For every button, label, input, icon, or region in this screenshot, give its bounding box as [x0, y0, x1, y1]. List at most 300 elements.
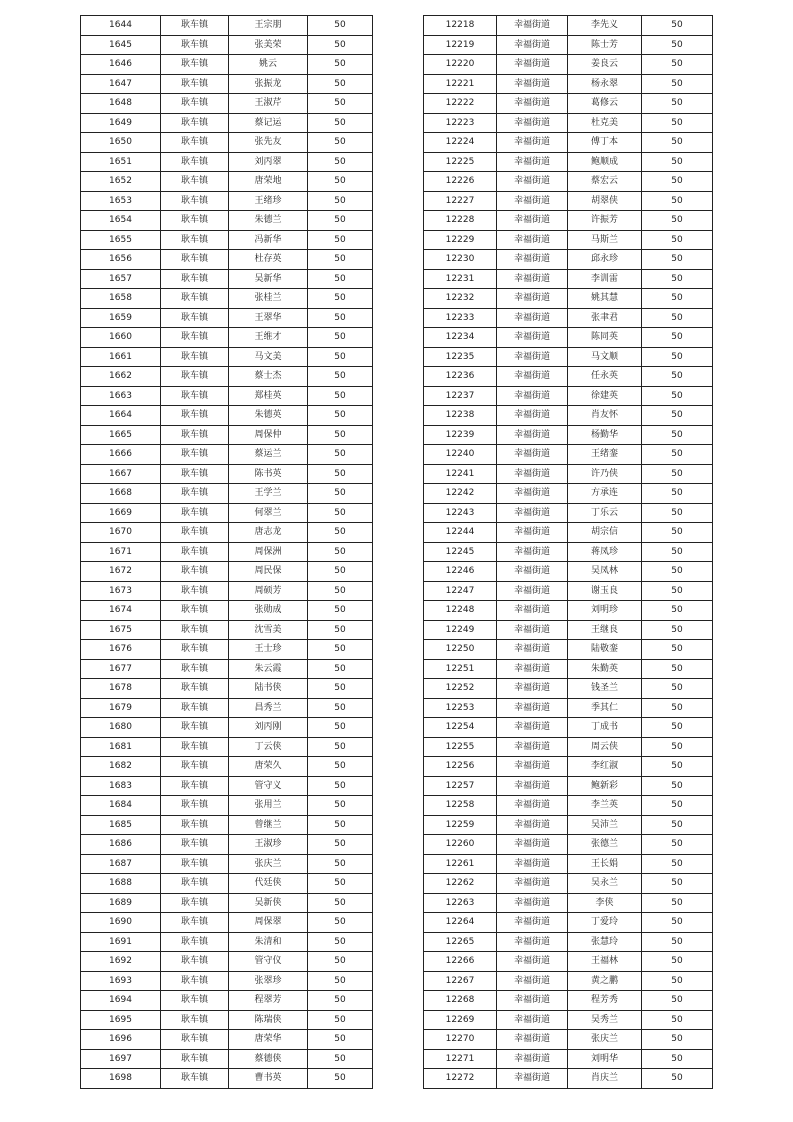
town-cell: 耿车镇 — [161, 35, 229, 55]
table-row — [424, 35, 713, 55]
amount-cell: 50 — [642, 815, 713, 835]
amount-cell: 50 — [642, 581, 713, 601]
town-cell: 幸福街道 — [497, 464, 568, 484]
town-cell: 耿车镇 — [161, 328, 229, 348]
table-row — [424, 659, 713, 679]
town-cell: 幸福街道 — [497, 737, 568, 757]
name-cell: 张慧玲 — [568, 932, 642, 952]
table-row — [81, 211, 373, 231]
amount-cell: 50 — [308, 74, 373, 94]
amount-cell: 50 — [642, 542, 713, 562]
table-row — [81, 757, 373, 777]
town-cell: 幸福街道 — [497, 74, 568, 94]
name-cell: 李训雷 — [568, 269, 642, 289]
table-row — [81, 74, 373, 94]
name-cell: 张先友 — [229, 133, 308, 153]
amount-cell: 50 — [642, 16, 713, 36]
row-number-cell: 1697 — [81, 1049, 161, 1069]
table-row — [424, 211, 713, 231]
row-number-cell: 1680 — [81, 718, 161, 738]
name-cell: 杨永翠 — [568, 74, 642, 94]
row-number-cell: 12221 — [424, 74, 497, 94]
town-cell: 幸福街道 — [497, 367, 568, 387]
name-cell: 陈同英 — [568, 328, 642, 348]
name-cell: 肖友怀 — [568, 406, 642, 426]
town-cell: 耿车镇 — [161, 581, 229, 601]
row-number-cell: 1685 — [81, 815, 161, 835]
table-row — [81, 718, 373, 738]
name-cell: 王淑珍 — [229, 835, 308, 855]
town-cell: 幸福街道 — [497, 776, 568, 796]
amount-cell: 50 — [642, 347, 713, 367]
amount-cell: 50 — [642, 406, 713, 426]
amount-cell: 50 — [642, 386, 713, 406]
name-cell: 王学兰 — [229, 484, 308, 504]
row-number-cell: 1683 — [81, 776, 161, 796]
amount-cell: 50 — [308, 406, 373, 426]
row-number-cell: 12246 — [424, 562, 497, 582]
table-row — [81, 835, 373, 855]
row-number-cell: 1665 — [81, 425, 161, 445]
row-number-cell: 1653 — [81, 191, 161, 211]
amount-cell: 50 — [642, 191, 713, 211]
town-cell: 幸福街道 — [497, 542, 568, 562]
amount-cell: 50 — [308, 386, 373, 406]
table-row — [81, 250, 373, 270]
town-cell: 幸福街道 — [497, 659, 568, 679]
town-cell: 幸福街道 — [497, 932, 568, 952]
row-number-cell: 1688 — [81, 874, 161, 894]
table-row — [424, 74, 713, 94]
table-row — [81, 1010, 373, 1030]
table-row — [424, 230, 713, 250]
row-number-cell: 12247 — [424, 581, 497, 601]
town-cell: 幸福街道 — [497, 562, 568, 582]
town-cell: 耿车镇 — [161, 347, 229, 367]
amount-cell: 50 — [308, 211, 373, 231]
table-row — [424, 991, 713, 1011]
amount-cell: 50 — [308, 35, 373, 55]
name-cell: 许乃侠 — [568, 464, 642, 484]
town-cell: 幸福街道 — [497, 1030, 568, 1050]
row-number-cell: 1658 — [81, 289, 161, 309]
name-cell: 傅丁本 — [568, 133, 642, 153]
table-row — [424, 601, 713, 621]
amount-cell: 50 — [642, 932, 713, 952]
table-row — [81, 1069, 373, 1089]
name-cell: 丁云侠 — [229, 737, 308, 757]
town-cell: 耿车镇 — [161, 172, 229, 192]
name-cell: 朱德英 — [229, 406, 308, 426]
row-number-cell: 1656 — [81, 250, 161, 270]
table-row — [424, 835, 713, 855]
amount-cell: 50 — [642, 718, 713, 738]
name-cell: 王继良 — [568, 620, 642, 640]
amount-cell: 50 — [308, 835, 373, 855]
table-row — [424, 893, 713, 913]
name-cell: 吴新侠 — [229, 893, 308, 913]
town-cell: 耿车镇 — [161, 757, 229, 777]
row-number-cell: 1690 — [81, 913, 161, 933]
row-number-cell: 1687 — [81, 854, 161, 874]
table-row — [81, 445, 373, 465]
town-cell: 耿车镇 — [161, 386, 229, 406]
town-cell: 幸福街道 — [497, 328, 568, 348]
amount-cell: 50 — [642, 328, 713, 348]
town-cell: 幸福街道 — [497, 172, 568, 192]
table-row — [424, 484, 713, 504]
table-row — [81, 289, 373, 309]
row-number-cell: 1668 — [81, 484, 161, 504]
name-cell: 唐志龙 — [229, 523, 308, 543]
town-cell: 幸福街道 — [497, 347, 568, 367]
amount-cell: 50 — [308, 308, 373, 328]
row-number-cell: 12235 — [424, 347, 497, 367]
amount-cell: 50 — [642, 55, 713, 75]
town-cell: 幸福街道 — [497, 289, 568, 309]
table-row — [424, 1049, 713, 1069]
row-number-cell: 1676 — [81, 640, 161, 660]
amount-cell: 50 — [308, 815, 373, 835]
amount-cell: 50 — [308, 425, 373, 445]
table-row — [81, 523, 373, 543]
row-number-cell: 12243 — [424, 503, 497, 523]
name-cell: 管守义 — [229, 776, 308, 796]
amount-cell: 50 — [308, 679, 373, 699]
name-cell: 吴新华 — [229, 269, 308, 289]
row-number-cell: 1675 — [81, 620, 161, 640]
name-cell: 丁爱玲 — [568, 913, 642, 933]
town-cell: 耿车镇 — [161, 269, 229, 289]
name-cell: 张翠珍 — [229, 971, 308, 991]
row-number-cell: 12245 — [424, 542, 497, 562]
amount-cell: 50 — [308, 230, 373, 250]
amount-cell: 50 — [308, 737, 373, 757]
table-row — [81, 854, 373, 874]
table-row — [424, 581, 713, 601]
amount-cell: 50 — [308, 971, 373, 991]
amount-cell: 50 — [642, 893, 713, 913]
town-cell: 耿车镇 — [161, 250, 229, 270]
name-cell: 张桂兰 — [229, 289, 308, 309]
table-row — [424, 152, 713, 172]
row-number-cell: 12259 — [424, 815, 497, 835]
table-row — [81, 308, 373, 328]
name-cell: 丁乐云 — [568, 503, 642, 523]
name-cell: 朱勤英 — [568, 659, 642, 679]
name-cell: 张美荣 — [229, 35, 308, 55]
amount-cell: 50 — [308, 874, 373, 894]
row-number-cell: 12242 — [424, 484, 497, 504]
amount-cell: 50 — [308, 133, 373, 153]
row-number-cell: 12255 — [424, 737, 497, 757]
town-cell: 幸福街道 — [497, 484, 568, 504]
name-cell: 鲍新彩 — [568, 776, 642, 796]
name-cell: 蔡士杰 — [229, 367, 308, 387]
row-number-cell: 12265 — [424, 932, 497, 952]
table-row — [81, 16, 373, 36]
amount-cell: 50 — [642, 484, 713, 504]
town-cell: 幸福街道 — [497, 835, 568, 855]
amount-cell: 50 — [308, 367, 373, 387]
town-cell: 耿车镇 — [161, 289, 229, 309]
table-row — [81, 562, 373, 582]
row-number-cell: 1647 — [81, 74, 161, 94]
name-cell: 刘丙翠 — [229, 152, 308, 172]
name-cell: 周保仲 — [229, 425, 308, 445]
table-row — [424, 191, 713, 211]
name-cell: 王福林 — [568, 952, 642, 972]
town-cell: 耿车镇 — [161, 698, 229, 718]
row-number-cell: 1691 — [81, 932, 161, 952]
table-row — [81, 659, 373, 679]
town-cell: 幸福街道 — [497, 445, 568, 465]
amount-cell: 50 — [308, 620, 373, 640]
name-cell: 曾继兰 — [229, 815, 308, 835]
amount-cell: 50 — [308, 152, 373, 172]
town-cell: 幸福街道 — [497, 503, 568, 523]
table-row — [424, 679, 713, 699]
table-row — [424, 542, 713, 562]
amount-cell: 50 — [308, 659, 373, 679]
name-cell: 丁成书 — [568, 718, 642, 738]
row-number-cell: 12257 — [424, 776, 497, 796]
table-row — [424, 347, 713, 367]
name-cell: 蔡宏云 — [568, 172, 642, 192]
row-number-cell: 1694 — [81, 991, 161, 1011]
name-cell: 吴沛兰 — [568, 815, 642, 835]
row-number-cell: 12239 — [424, 425, 497, 445]
table-row — [424, 854, 713, 874]
town-cell: 幸福街道 — [497, 815, 568, 835]
row-number-cell: 1655 — [81, 230, 161, 250]
town-cell: 幸福街道 — [497, 16, 568, 36]
amount-cell: 50 — [642, 35, 713, 55]
town-cell: 耿车镇 — [161, 308, 229, 328]
name-cell: 王翠华 — [229, 308, 308, 328]
name-cell: 吴秀兰 — [568, 1010, 642, 1030]
town-cell: 耿车镇 — [161, 1049, 229, 1069]
town-cell: 幸福街道 — [497, 152, 568, 172]
town-cell: 耿车镇 — [161, 1030, 229, 1050]
row-number-cell: 12236 — [424, 367, 497, 387]
table-row — [424, 386, 713, 406]
amount-cell: 50 — [308, 581, 373, 601]
name-cell: 周保洲 — [229, 542, 308, 562]
row-number-cell: 1662 — [81, 367, 161, 387]
table-row — [424, 1069, 713, 1089]
table-row — [81, 484, 373, 504]
town-cell: 幸福街道 — [497, 679, 568, 699]
name-cell: 张庆兰 — [229, 854, 308, 874]
name-cell: 杜存英 — [229, 250, 308, 270]
name-cell: 王绪珍 — [229, 191, 308, 211]
row-number-cell: 12222 — [424, 94, 497, 114]
town-cell: 幸福街道 — [497, 581, 568, 601]
amount-cell: 50 — [308, 913, 373, 933]
town-cell: 耿车镇 — [161, 562, 229, 582]
row-number-cell: 12272 — [424, 1069, 497, 1089]
table-row — [81, 1030, 373, 1050]
town-cell: 耿车镇 — [161, 445, 229, 465]
town-cell: 耿车镇 — [161, 620, 229, 640]
row-number-cell: 1669 — [81, 503, 161, 523]
name-cell: 王士珍 — [229, 640, 308, 660]
row-number-cell: 12226 — [424, 172, 497, 192]
town-cell: 幸福街道 — [497, 1049, 568, 1069]
row-number-cell: 1677 — [81, 659, 161, 679]
town-cell: 耿车镇 — [161, 776, 229, 796]
name-cell: 沈雪美 — [229, 620, 308, 640]
name-cell: 管守仪 — [229, 952, 308, 972]
name-cell: 鲍顺成 — [568, 152, 642, 172]
amount-cell: 50 — [308, 601, 373, 621]
table-row — [424, 172, 713, 192]
amount-cell: 50 — [308, 94, 373, 114]
row-number-cell: 12230 — [424, 250, 497, 270]
row-number-cell: 12254 — [424, 718, 497, 738]
name-cell: 王淑芹 — [229, 94, 308, 114]
name-cell: 李红淑 — [568, 757, 642, 777]
table-row — [424, 952, 713, 972]
town-cell: 幸福街道 — [497, 35, 568, 55]
table-row — [81, 269, 373, 289]
table-row — [81, 113, 373, 133]
town-cell: 耿车镇 — [161, 464, 229, 484]
row-number-cell: 1679 — [81, 698, 161, 718]
town-cell: 耿车镇 — [161, 796, 229, 816]
row-number-cell: 12234 — [424, 328, 497, 348]
town-cell: 耿车镇 — [161, 542, 229, 562]
amount-cell: 50 — [308, 464, 373, 484]
row-number-cell: 12240 — [424, 445, 497, 465]
table-row — [81, 932, 373, 952]
town-cell: 幸福街道 — [497, 952, 568, 972]
table-row — [81, 191, 373, 211]
table-row — [81, 679, 373, 699]
name-cell: 张德兰 — [568, 835, 642, 855]
amount-cell: 50 — [308, 250, 373, 270]
town-cell: 耿车镇 — [161, 484, 229, 504]
name-cell: 刘明华 — [568, 1049, 642, 1069]
amount-cell: 50 — [308, 484, 373, 504]
table-row — [424, 1010, 713, 1030]
amount-cell: 50 — [308, 503, 373, 523]
amount-cell: 50 — [642, 464, 713, 484]
table-row — [81, 386, 373, 406]
row-number-cell: 12271 — [424, 1049, 497, 1069]
amount-cell: 50 — [642, 874, 713, 894]
name-cell: 张聿君 — [568, 308, 642, 328]
amount-cell: 50 — [308, 445, 373, 465]
name-cell: 许振芳 — [568, 211, 642, 231]
amount-cell: 50 — [308, 55, 373, 75]
amount-cell: 50 — [642, 425, 713, 445]
name-cell: 唐荣久 — [229, 757, 308, 777]
amount-cell: 50 — [308, 718, 373, 738]
town-cell: 幸福街道 — [497, 874, 568, 894]
amount-cell: 50 — [308, 698, 373, 718]
amount-cell: 50 — [308, 191, 373, 211]
row-number-cell: 12227 — [424, 191, 497, 211]
town-cell: 幸福街道 — [497, 250, 568, 270]
table-row — [424, 718, 713, 738]
town-cell: 耿车镇 — [161, 133, 229, 153]
table-row — [81, 815, 373, 835]
name-cell: 李兰英 — [568, 796, 642, 816]
table-row — [81, 698, 373, 718]
town-cell: 耿车镇 — [161, 230, 229, 250]
town-cell: 耿车镇 — [161, 94, 229, 114]
name-cell: 昌秀兰 — [229, 698, 308, 718]
row-number-cell: 12266 — [424, 952, 497, 972]
table-row — [424, 796, 713, 816]
amount-cell: 50 — [308, 796, 373, 816]
amount-cell: 50 — [642, 991, 713, 1011]
amount-cell: 50 — [308, 16, 373, 36]
town-cell: 幸福街道 — [497, 94, 568, 114]
row-number-cell: 12224 — [424, 133, 497, 153]
row-number-cell: 1692 — [81, 952, 161, 972]
table-row — [81, 874, 373, 894]
town-cell: 幸福街道 — [497, 601, 568, 621]
row-number-cell: 12232 — [424, 289, 497, 309]
name-cell: 张用兰 — [229, 796, 308, 816]
row-number-cell: 12258 — [424, 796, 497, 816]
amount-cell: 50 — [308, 1049, 373, 1069]
table-row — [81, 152, 373, 172]
name-cell: 冯新华 — [229, 230, 308, 250]
amount-cell: 50 — [308, 113, 373, 133]
row-number-cell: 12223 — [424, 113, 497, 133]
table-row — [424, 776, 713, 796]
town-cell: 耿车镇 — [161, 991, 229, 1011]
table-row — [424, 55, 713, 75]
town-cell: 耿车镇 — [161, 913, 229, 933]
town-cell: 耿车镇 — [161, 659, 229, 679]
town-cell: 幸福街道 — [497, 211, 568, 231]
row-number-cell: 12268 — [424, 991, 497, 1011]
amount-cell: 50 — [308, 991, 373, 1011]
row-number-cell: 1646 — [81, 55, 161, 75]
name-cell: 张振龙 — [229, 74, 308, 94]
amount-cell: 50 — [642, 308, 713, 328]
table-row — [424, 464, 713, 484]
amount-cell: 50 — [308, 542, 373, 562]
table-row — [81, 230, 373, 250]
name-cell: 郑桂英 — [229, 386, 308, 406]
table-row — [81, 581, 373, 601]
table-row — [424, 250, 713, 270]
town-cell: 幸福街道 — [497, 854, 568, 874]
row-number-cell: 1664 — [81, 406, 161, 426]
town-cell: 耿车镇 — [161, 211, 229, 231]
row-number-cell: 1695 — [81, 1010, 161, 1030]
row-number-cell: 12260 — [424, 835, 497, 855]
amount-cell: 50 — [308, 523, 373, 543]
amount-cell: 50 — [642, 835, 713, 855]
amount-cell: 50 — [308, 328, 373, 348]
name-cell: 肖庆兰 — [568, 1069, 642, 1089]
town-cell: 耿车镇 — [161, 1069, 229, 1089]
town-cell: 幸福街道 — [497, 406, 568, 426]
row-number-cell: 12250 — [424, 640, 497, 660]
name-cell: 朱云霞 — [229, 659, 308, 679]
name-cell: 李侠 — [568, 893, 642, 913]
amount-cell: 50 — [642, 250, 713, 270]
name-cell: 陈瑞侠 — [229, 1010, 308, 1030]
row-number-cell: 1660 — [81, 328, 161, 348]
